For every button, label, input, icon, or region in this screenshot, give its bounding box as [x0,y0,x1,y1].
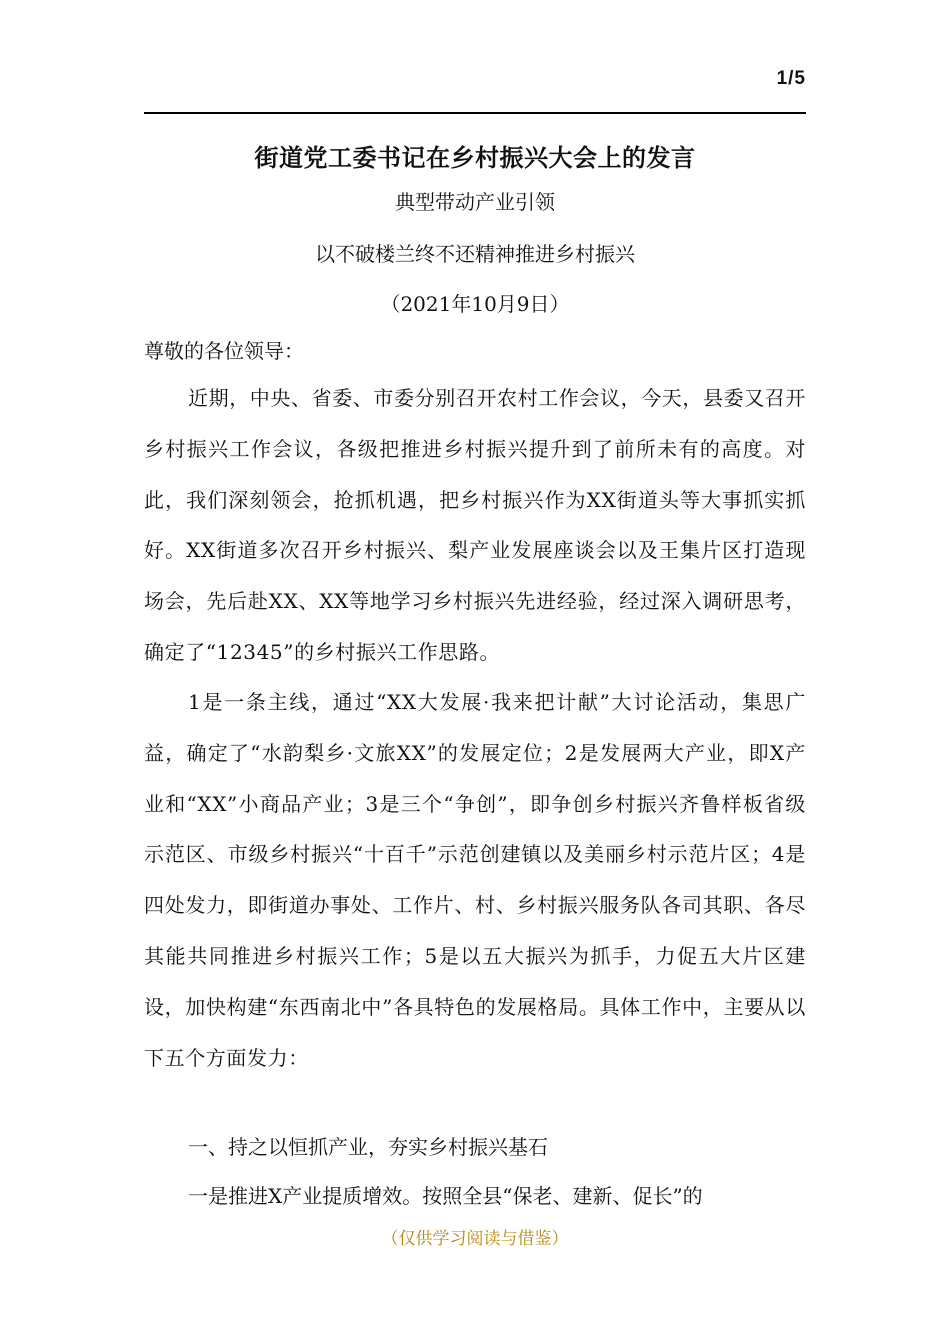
paragraph-2: 1是一条主线，通过“XX大发展·我来把计献”大讨论活动，集思广益，确定了“水韵梨乡·文旅XX”的发展定位；2是发展两大产业，即X产业和“XX”小商品产业；3是三个“争创”，即争创乡村振兴齐鲁样板省级示范区、市级乡村振兴“十百千”示范创建镇以及美丽乡村示范片区；4是四处发力，即街道办事处、工作片、村、乡村振兴服务队各司其职、各尽其能共同推进乡村振兴工作；5是以五大振兴为抓手，力促五大片区建设，加快构建“东西南北中”各具特色的发展格局。具体工作中，主要从以下五个方面发力： [144,690,806,1070]
section-1-heading: 一、持之以恒抓产业，夯实乡村振兴基石 [188,1135,548,1159]
header-rule [144,112,806,114]
salutation: 尊敬的各位领导： [144,339,304,363]
document-title: 街道党工委书记在乡村振兴大会上的发言 [254,143,696,172]
document-subtitle-2: 以不破楼兰终不还精神推进乡村振兴 [315,242,635,266]
paragraph-3: 一是推进X产业提质增效。按照全县“保老、建新、促长”的 [188,1184,703,1208]
page-indicator: 1/5 [776,68,806,89]
document-subtitle-1: 典型带动产业引领 [395,190,555,214]
paragraph-1: 近期，中央、省委、市委分别召开农村工作会议，今天，县委又召开乡村振兴工作会议，各级把推进乡村振兴提升到了前所未有的高度。对此，我们深刻领会，抢抓机遇，把乡村振兴作为XX街道头等大事抓实抓好。XX街道多次召开乡村振兴、梨产业发展座谈会以及王集片区打造现场会，先后赴XX、XX等地学习乡村振兴先进经验，经过深入调研思考，确定了“12345”的乡村振兴工作思路。 [144,386,806,664]
document-date: （2021年10月9日） [380,292,570,316]
footer-note: （仅供学习阅读与借鉴） [381,1229,569,1249]
